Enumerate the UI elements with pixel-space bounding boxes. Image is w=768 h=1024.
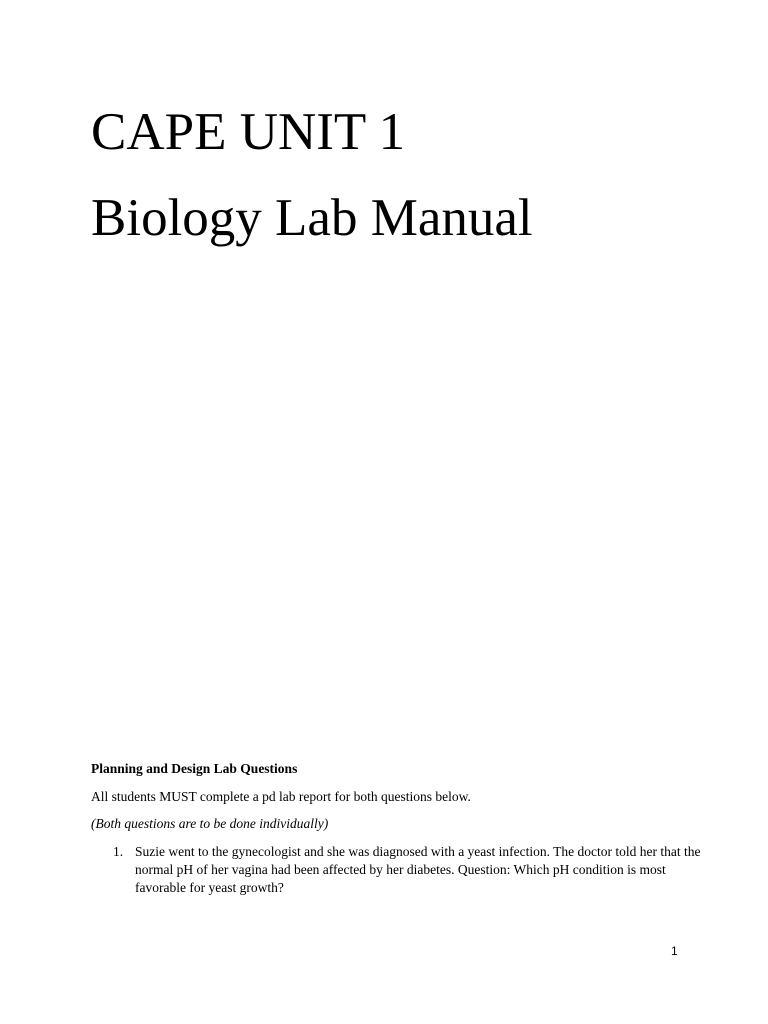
- page-number: 1: [671, 944, 678, 958]
- document-title-line-2: Biology Lab Manual: [91, 189, 533, 247]
- note-text: (Both questions are to be done individually): [91, 816, 329, 831]
- question-item: [91, 843, 711, 897]
- instruction-text: All students MUST complete a pd lab report for both questions below.: [91, 789, 471, 804]
- question-text: Suzie went to the gynecologist and she was diagnosed with a yeast infection. The doctor told her that the normal pH of her vagina had been affected by her diabetes. Question: Which pH condition is most favorable for yeast growth?: [135, 844, 701, 895]
- question-list: [91, 843, 711, 897]
- document-title-line-1: CAPE UNIT 1: [91, 103, 406, 161]
- section-heading: Planning and Design Lab Questions: [91, 761, 298, 776]
- question-number: 1.: [113, 844, 124, 859]
